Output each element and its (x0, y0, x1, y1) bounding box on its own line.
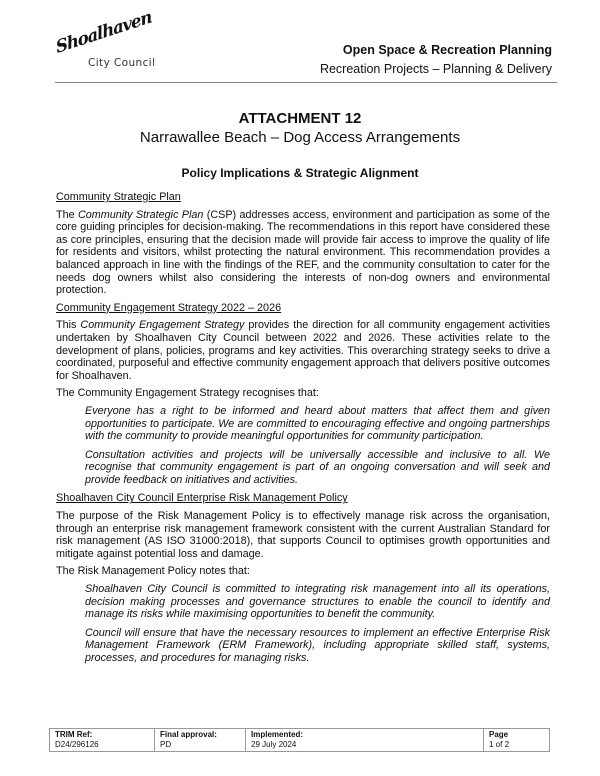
page-label: Page (489, 730, 509, 739)
text: (CSP) addresses access, environment and participation as some of the core guiding principles for decision-making. The recommendations in this report have considered these as core principles, ensuring that the decision made will provide fair access to improve the quality of life for residents and visitors, whilst protecting the natural environment. This recommendation provides a balanced approach in line with the findings of the REF, and the community consultation to cater for the needs dog owners whilst also considering the interests of non-dog owners and environmental protection. (56, 208, 550, 297)
logo-subtitle: City Council (88, 57, 156, 69)
unit-name: Recreation Projects – Planning & Delivery (319, 62, 552, 76)
paragraph-csp (56, 209, 550, 297)
implemented-value: 29 July 2024 (251, 740, 297, 749)
text: The (56, 208, 78, 221)
footer-implemented-cell (246, 729, 484, 752)
paragraph-ces (56, 319, 550, 382)
approval-value: PD (160, 740, 172, 749)
document-body (56, 191, 550, 671)
text: provides the direction for all community engagement activities undertaken by Shoalhaven City Council between 2022 and 2026. These activities relate to the development of plans, policies, programs and key activities. This overarching strategy seeks to drive a coordinated, purposeful and effective community engagement approach that delivers positive outcomes for Shoalhaven. (56, 319, 550, 382)
page-value: 1 of 2 (489, 740, 510, 749)
paragraph-rmp-lead: The Risk Management Policy notes that: (56, 565, 250, 578)
document-header (320, 42, 552, 77)
department-name: Open Space & Recreation Planning (342, 43, 552, 57)
document-subject: Narrawallee Beach – Dog Access Arrangements (139, 129, 461, 146)
heading-community-strategic-plan: Community Strategic Plan (56, 191, 181, 203)
approval-label: Final approval: (160, 730, 217, 739)
paragraph-rmp: The purpose of the Risk Management Policy is to effectively manage risk across the organisation, through an enterprise risk management framework consistent with the current Australian Standard for risk management (AS ISO 31000:2018), that supports Council to optimises growth opportunities and mitigate against potential loss and damage. (56, 510, 550, 560)
heading-risk-management-policy: Shoalhaven City Council Enterprise Risk Management Policy (56, 492, 348, 505)
logo-brand: Shoalhaven (54, 7, 154, 58)
quote-ces-2: Consultation activities and projects will be universally accessible and inclusive to all. We recognise that community engagement is part of an ongoing conversation and will seek and provide feedback on initiatives and activities. (85, 448, 550, 486)
title-block (0, 110, 600, 180)
heading-community-engagement-strategy: Community Engagement Strategy 2022 – 2026 (56, 301, 282, 314)
attachment-title: ATTACHMENT 12 (238, 110, 362, 127)
trim-label: TRIM Ref: (55, 730, 93, 739)
section-title: Policy Implications & Strategic Alignment (181, 166, 419, 180)
quote-rmp-1: Shoalhaven City Council is committed to integrating risk management into all its operations, decision making processes and governance structures to enable the council to identify and manage its risks while maximising opportunities to benefit the community. (85, 583, 550, 621)
paragraph-ces-lead: The Community Engagement Strategy recognises that: (56, 387, 319, 400)
implemented-label: Implemented: (251, 730, 304, 739)
quote-ces-1: Everyone has a right to be informed and heard about matters that affect them and given opportunities to participate. We are committed to encouraging effective and ongoing partnerships with the community to provide meaningful opportunities for community participation. (85, 404, 550, 443)
footer-trim-cell (50, 729, 155, 752)
emphasis: Community Strategic Plan (77, 208, 204, 221)
council-logo (54, 7, 158, 78)
footer-approval-cell (155, 729, 246, 752)
emphasis: Community Engagement Strategy (80, 319, 245, 332)
text: This (56, 319, 81, 332)
trim-value: D24/296126 (55, 740, 99, 749)
header-divider (55, 82, 557, 83)
document-footer-table (49, 728, 550, 752)
footer-page-cell (484, 729, 550, 752)
quote-rmp-2: Council will ensure that have the necessary resources to implement an effective Enterprise Risk Management Framework (ERM Framework), including appropriate skilled staff, systems, processes, and procedures for managing risks. (85, 626, 550, 664)
